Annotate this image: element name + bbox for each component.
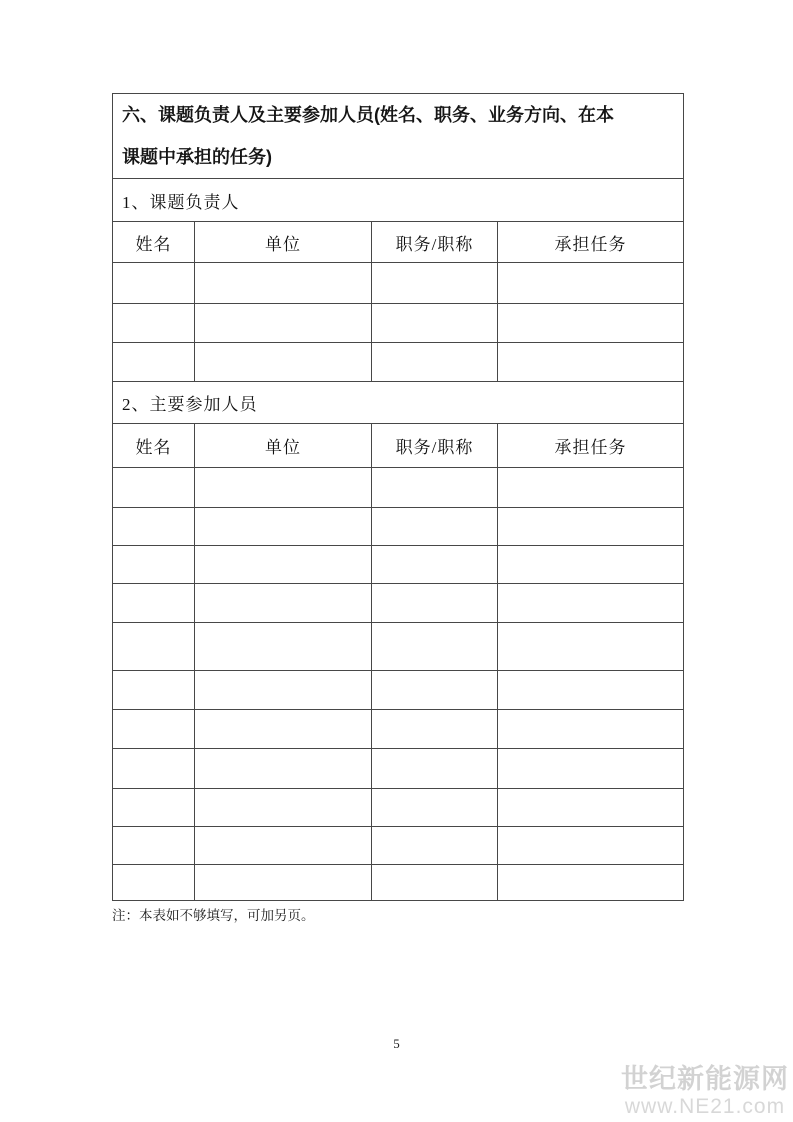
empty-cell [113,827,195,865]
table-row [113,508,684,546]
table-row [113,546,684,584]
table-row [113,623,684,671]
empty-cell [372,343,498,382]
watermark [621,1066,789,1117]
empty-cell [498,623,684,671]
empty-cell [113,263,195,304]
empty-cell [195,263,372,304]
empty-cell [113,749,195,789]
table-row [113,584,684,623]
empty-cell [113,623,195,671]
empty-cell [113,865,195,901]
table-header-row [113,222,684,263]
table-row [113,710,684,749]
empty-cell [113,671,195,710]
empty-cell [372,584,498,623]
empty-cell [195,827,372,865]
column-header-position: 职务/职称 [372,222,498,263]
empty-cell [195,749,372,789]
empty-cell [498,749,684,789]
empty-cell [195,304,372,343]
column-header-task: 承担任务 [498,424,684,468]
empty-cell [372,546,498,584]
section-title-line2: 课题中承担的任务) [122,147,272,167]
empty-cell [498,584,684,623]
table-row [113,865,684,901]
empty-cell [498,304,684,343]
empty-cell [498,263,684,304]
empty-cell [372,304,498,343]
empty-cell [498,827,684,865]
table-row [113,304,684,343]
empty-cell [195,710,372,749]
empty-cell [498,468,684,508]
empty-cell [498,789,684,827]
table-row [113,343,684,382]
empty-cell [195,546,372,584]
empty-cell [195,671,372,710]
watermark-site-name: 世纪新能源网 [621,1064,789,1094]
empty-cell [195,584,372,623]
section-title-cell [113,94,684,179]
empty-cell [195,508,372,546]
empty-cell [113,468,195,508]
empty-cell [195,623,372,671]
section-title-row [113,94,684,179]
empty-cell [372,865,498,901]
empty-cell [372,789,498,827]
subsection1-label: 1、课题负责人 [113,179,684,222]
empty-cell [372,749,498,789]
empty-cell [195,789,372,827]
empty-cell [372,827,498,865]
watermark-site-url: www.NE21.com [624,1095,786,1118]
subsection1-row [113,179,684,222]
note-text: 注：本表如不够填写，可加另页。 [112,908,315,923]
table-row [113,827,684,865]
empty-cell [113,546,195,584]
empty-cell [498,546,684,584]
column-header-task: 承担任务 [498,222,684,263]
empty-cell [113,343,195,382]
empty-cell [498,343,684,382]
empty-cell [113,710,195,749]
column-header-unit: 单位 [195,222,372,263]
empty-cell [498,865,684,901]
table-header-row [113,424,684,468]
empty-cell [372,671,498,710]
table-row [113,789,684,827]
personnel-form-table [112,93,684,901]
empty-cell [498,710,684,749]
column-header-name: 姓名 [113,424,195,468]
table-row [113,468,684,508]
section-title-line1: 六、课题负责人及主要参加人员(姓名、职务、业务方向、在本 [122,105,614,125]
page-number: 5 [393,1036,400,1051]
empty-cell [195,468,372,508]
subsection2-row [113,382,684,424]
column-header-position: 职务/职称 [372,424,498,468]
empty-cell [113,789,195,827]
empty-cell [372,263,498,304]
empty-cell [372,468,498,508]
table-row [113,749,684,789]
column-header-unit: 单位 [195,424,372,468]
empty-cell [372,623,498,671]
empty-cell [372,710,498,749]
empty-cell [113,508,195,546]
empty-cell [113,304,195,343]
empty-cell [498,508,684,546]
empty-cell [498,671,684,710]
empty-cell [372,508,498,546]
column-header-name: 姓名 [113,222,195,263]
empty-cell [195,865,372,901]
table-row [113,263,684,304]
subsection2-label: 2、主要参加人员 [113,382,684,424]
empty-cell [113,584,195,623]
table-row [113,671,684,710]
empty-cell [195,343,372,382]
